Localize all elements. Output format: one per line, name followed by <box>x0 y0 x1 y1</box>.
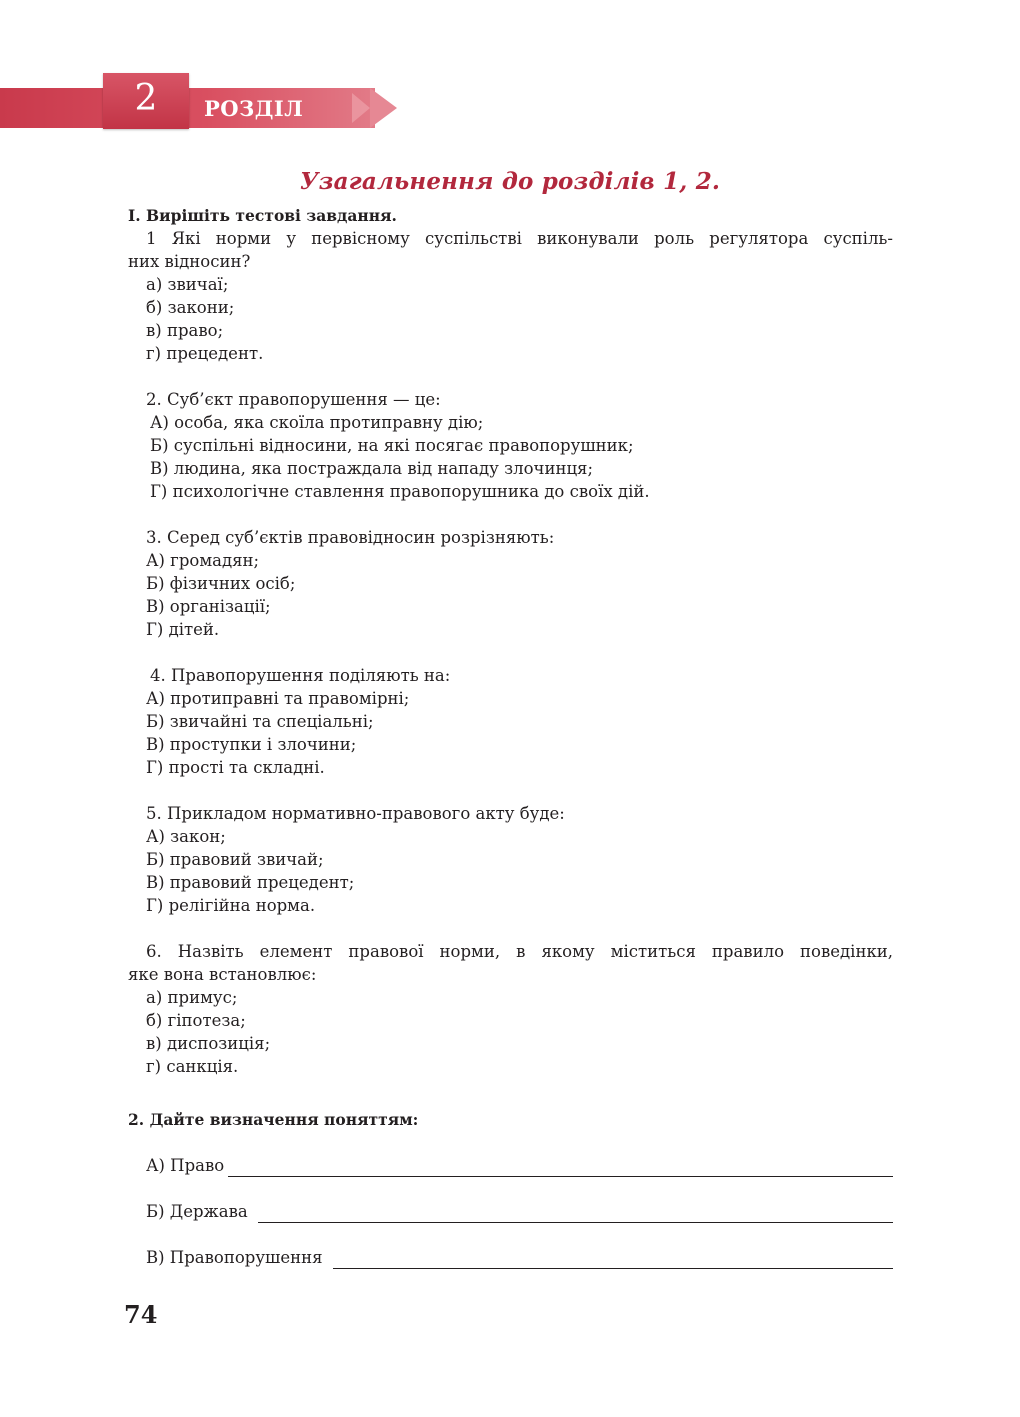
question-1-line-2: них відносин? <box>128 252 251 271</box>
question-1-option-a: а) звичаї; <box>146 275 229 294</box>
question-2-option-d: Г) психологічне ставлення правопорушника до своїх дій. <box>150 482 650 501</box>
question-1-option-d: г) прецедент. <box>146 344 264 363</box>
section2-heading: 2. Дайте визначення поняттям: <box>128 1110 419 1129</box>
question-5-option-d: Г) релігійна норма. <box>146 896 316 915</box>
question-3-option-b: Б) фізичних осіб; <box>146 574 296 593</box>
definition-label-law: А) Право <box>146 1156 225 1175</box>
page-title: Узагальнення до розділів 1, 2. <box>299 168 721 195</box>
chapter-banner <box>0 73 400 129</box>
question-1-option-b: б) закони; <box>146 298 235 317</box>
question-6-line-1: 6. Назвіть елемент правової норми, в якому міститься правило поведінки, <box>146 942 893 961</box>
question-2-line-1: 2. Суб’єкт правопорушення — це: <box>146 390 441 409</box>
question-3-option-c: В) організації; <box>146 597 271 616</box>
banner-arrow-icon <box>370 88 397 128</box>
question-3-option-d: Г) дітей. <box>146 620 220 639</box>
question-1-line-1: 1 Які норми у первісному суспільстві виконували роль регулятора суспіль- <box>146 229 893 248</box>
question-5-option-b: Б) правовий звичай; <box>146 850 324 869</box>
question-5-option-c: В) правовий прецедент; <box>146 873 355 892</box>
page-number: 74 <box>124 1300 158 1329</box>
question-2-option-a: А) особа, яка скоїла протиправну дію; <box>150 413 484 432</box>
banner-chevron <box>352 93 370 123</box>
definition-blank-offense[interactable] <box>333 1251 893 1269</box>
question-6-option-d: г) санкція. <box>146 1057 239 1076</box>
question-6-option-b: б) гіпотеза; <box>146 1011 246 1030</box>
definition-line-state[interactable] <box>128 1200 893 1223</box>
section1-heading: І. Вирішіть тестові завдання. <box>128 206 397 225</box>
question-6-line-2: яке вона встановлює: <box>128 965 317 984</box>
chapter-number: 2 <box>134 78 158 119</box>
question-4-option-b: Б) звичайні та спеціальні; <box>146 712 374 731</box>
question-3-line-1: 3. Серед суб’єктів правовідносин розрізняють: <box>146 528 555 547</box>
definition-line-law[interactable] <box>128 1154 893 1177</box>
question-4-option-c: В) проступки і злочини; <box>146 735 357 754</box>
question-4-line-1: 4. Правопорушення поділяють на: <box>150 666 451 685</box>
definition-blank-state[interactable] <box>258 1205 893 1223</box>
definition-blank-law[interactable] <box>228 1159 893 1177</box>
definition-label-offense: В) Правопорушення <box>146 1248 323 1267</box>
question-5-option-a: А) закон; <box>146 827 226 846</box>
chapter-number-box <box>103 73 189 129</box>
question-4-option-a: А) протиправні та правомірні; <box>146 689 410 708</box>
question-5-line-1: 5. Прикладом нормативно-правового акту буде: <box>146 804 565 823</box>
question-1-option-c: в) право; <box>146 321 224 340</box>
content <box>128 204 893 1269</box>
definition-line-offense[interactable] <box>128 1246 893 1269</box>
question-2-option-c: В) людина, яка постраждала від нападу злочинця; <box>150 459 594 478</box>
question-3-option-a: А) громадян; <box>146 551 260 570</box>
question-6-option-c: в) диспозиція; <box>146 1034 271 1053</box>
definition-label-state: Б) Держава <box>146 1202 248 1221</box>
question-4-option-d: Г) прості та складні. <box>146 758 325 777</box>
question-6-option-a: а) примус; <box>146 988 238 1007</box>
question-2-option-b: Б) суспільні відносини, на які посягає правопорушник; <box>150 436 634 455</box>
chapter-label: РОЗДІЛ <box>204 96 304 121</box>
